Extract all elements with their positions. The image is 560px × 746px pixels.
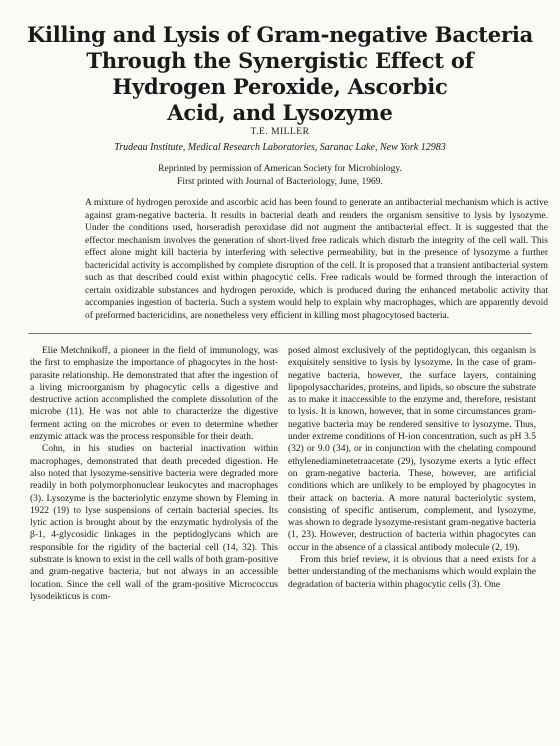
article-title	[20, 22, 540, 126]
body-paragraph: From this brief review, it is obvious that a need exists for a better understanding of the mechanisms which would explain the degradation of bacteria within phagocytic cells (3). One	[288, 555, 536, 590]
title-line: Through the Synergistic Effect of	[86, 48, 474, 73]
reprint-line: First printed with Journal of Bacteriology, June, 1969.	[177, 177, 383, 187]
body-column-right	[288, 345, 536, 591]
reprint-line: Reprinted by permission of American Society for Microbiology.	[158, 164, 402, 174]
author-affiliation: Trudeau Institute, Medical Research Laboratories, Saranac Lake, New York 12983	[114, 142, 446, 153]
author-name: T.E. MILLER	[250, 127, 310, 137]
title-line: Acid, and Lysozyme	[167, 100, 393, 125]
reprint-notice	[0, 163, 560, 189]
title-line: Killing and Lysis of Gram-negative Bacteria	[26, 22, 534, 47]
body-paragraph: posed almost exclusively of the peptidoglycan, this organism is exquisitely sensitive to lysis by lysozyme. In the case of gram-negative bacteria, however, the surface layers, containing lipopolysaccharides, proteins, and lipids, so obscure the substrate as to make it inaccessible to the enzyme and, therefore, resistant to lysis. It is known, however, that in some circumstances gram-negative bacteria may be rendered sensitive to lysozyme. Thus, under extreme conditions of H-ion concentration, such as pH 3.5 (32) or 9.0 (34), or in conjunction with the chelating compound ethylenediaminetetraacetate (29), lysozyme exerts a lytic effect on gram-negative bacteria. These, however, are artificial conditions which are unlikely to be employed by phagocytes in their attack on bacteria. A more natural bacteriolytic system, consisting of specific antiserum, complement, and lysozyme, was shown to degrade lysozyme-resistant gram-negative bacteria (1, 23). However, destruction of bacteria within phagocytes can occur in the absence of a classical antibody molecule (2, 19).	[288, 346, 537, 553]
body-paragraph: Elie Metchnikoff, a pioneer in the field of immunology, was the first to emphasize the importance of phagocytes in the host-parasite relationship. He demonstrated that after the ingestion of a living microorganism by phagocytic cells a digestive and destructive action accomplished the complete dissolution of the microbe (11). He was not able to characterize the digestive ferment acting on the microbes or even to determine whether enzymic attack was the process responsible for their death.	[30, 346, 278, 443]
body-paragraph: Cohn, in his studies on bacterial inactivation within macrophages, demonstrated that death preceded digestion. He also noted that lysozyme-sensitive bacteria were degraded more readily in both polymorphonuclear leukocytes and macrophages (3). Lysozyme is the bacteriolytic enzyme shown by Fleming in 1922 (19) to lyse suspensions of certain bacterial species. Its lytic action is brought about by the enzymatic hydrolysis of the β-1, 4-glycosidic linkages in the peptidoglycans which are responsible for the rigidity of the bacterial cell (14, 32). This substrate is known to exist in the cell walls of both gram-positive and gram-negative bacteria, but not always in an accessible location. Since the cell wall of the gram-positive Micrococcus lysodeikticus is com-	[30, 444, 278, 602]
title-line: Hydrogen Peroxide, Ascorbic	[112, 74, 448, 99]
abstract: A mixture of hydrogen peroxide and ascorbic acid has been found to generate an antibacterial mechanism which is active against gram-negative bacteria. It results in bacterial death and renders the organism sensitive to lysis by lysozyme. Under the conditions used, horseradish peroxidase did not augment the antibacterial effect. It is suggested that the effector mechanism involves the generation of short-lived free radicals which disturb the integrity of the cell wall. This effect alone might kill bacteria by interfering with selective permeability, but in the presence of lysozyme a further bactericidal activity is accomplished by complete disruption of the cell. It is proposed that a transient antibacterial system such as that described could exist within phagocytic cells. Free radicals would be formed through the interaction of certain oxidizable substances and hydrogen peroxide, which is produced during the enhanced metabolic activity that accompanies ingestion of bacteria. Such a system would help to explain why macrophages, which are apparently devoid of preformed bactericidins, are nonetheless very efficient in killing most phagocytosed bacteria.	[85, 198, 548, 321]
section-divider	[28, 333, 532, 334]
body-column-left	[30, 345, 278, 603]
